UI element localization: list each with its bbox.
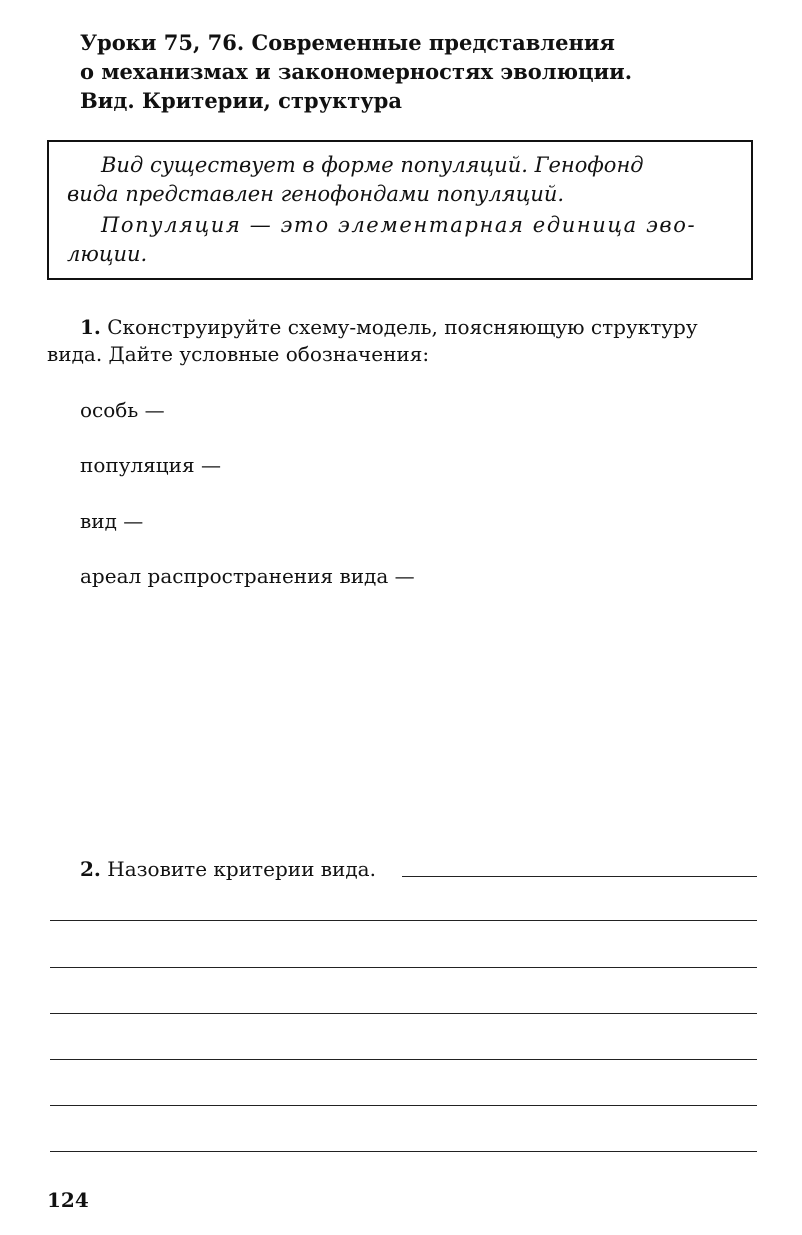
answer-line-6[interactable]: [50, 1105, 757, 1106]
definition-line-4: люции.: [67, 242, 148, 266]
definition-line-2: вида представлен генофондами популяций.: [67, 182, 565, 206]
task-1-text-line-1: Сконструируйте схему-модель, поясняющую структуру: [107, 315, 698, 339]
answer-line-3[interactable]: [50, 967, 757, 968]
answer-line-4[interactable]: [50, 1013, 757, 1014]
task-2-line: [80, 857, 376, 881]
answer-line-5[interactable]: [50, 1059, 757, 1060]
lesson-title-line-1: Уроки 75, 76. Современные представления: [80, 30, 615, 55]
legend-population: популяция —: [80, 453, 221, 477]
lesson-title: [80, 28, 780, 115]
task-1-text-line-2: вида. Дайте условные обозначения:: [47, 342, 430, 366]
lesson-title-line-2: о механизмах и закономерностях эволюции.: [80, 59, 633, 84]
answer-line-1[interactable]: [402, 876, 757, 877]
definition-line-3: Популяция — это элементарная единица эво-: [101, 213, 697, 237]
task-1-line-1: [80, 315, 698, 339]
task-2-number: 2.: [80, 857, 101, 881]
definition-box: [47, 140, 753, 280]
page-number: 124: [47, 1188, 89, 1212]
legend-species: вид —: [80, 509, 144, 533]
answer-line-2[interactable]: [50, 920, 757, 921]
task-1-number: 1.: [80, 315, 101, 339]
definition-line-1: Вид существует в форме популяций. Генофонд: [101, 153, 644, 177]
legend-species-range: ареал распространения вида —: [80, 564, 415, 588]
answer-line-7[interactable]: [50, 1151, 757, 1152]
legend-individual: особь —: [80, 398, 165, 422]
task-2-text: Назовите критерии вида.: [107, 857, 376, 881]
lesson-title-line-3: Вид. Критерии, структура: [80, 88, 402, 113]
